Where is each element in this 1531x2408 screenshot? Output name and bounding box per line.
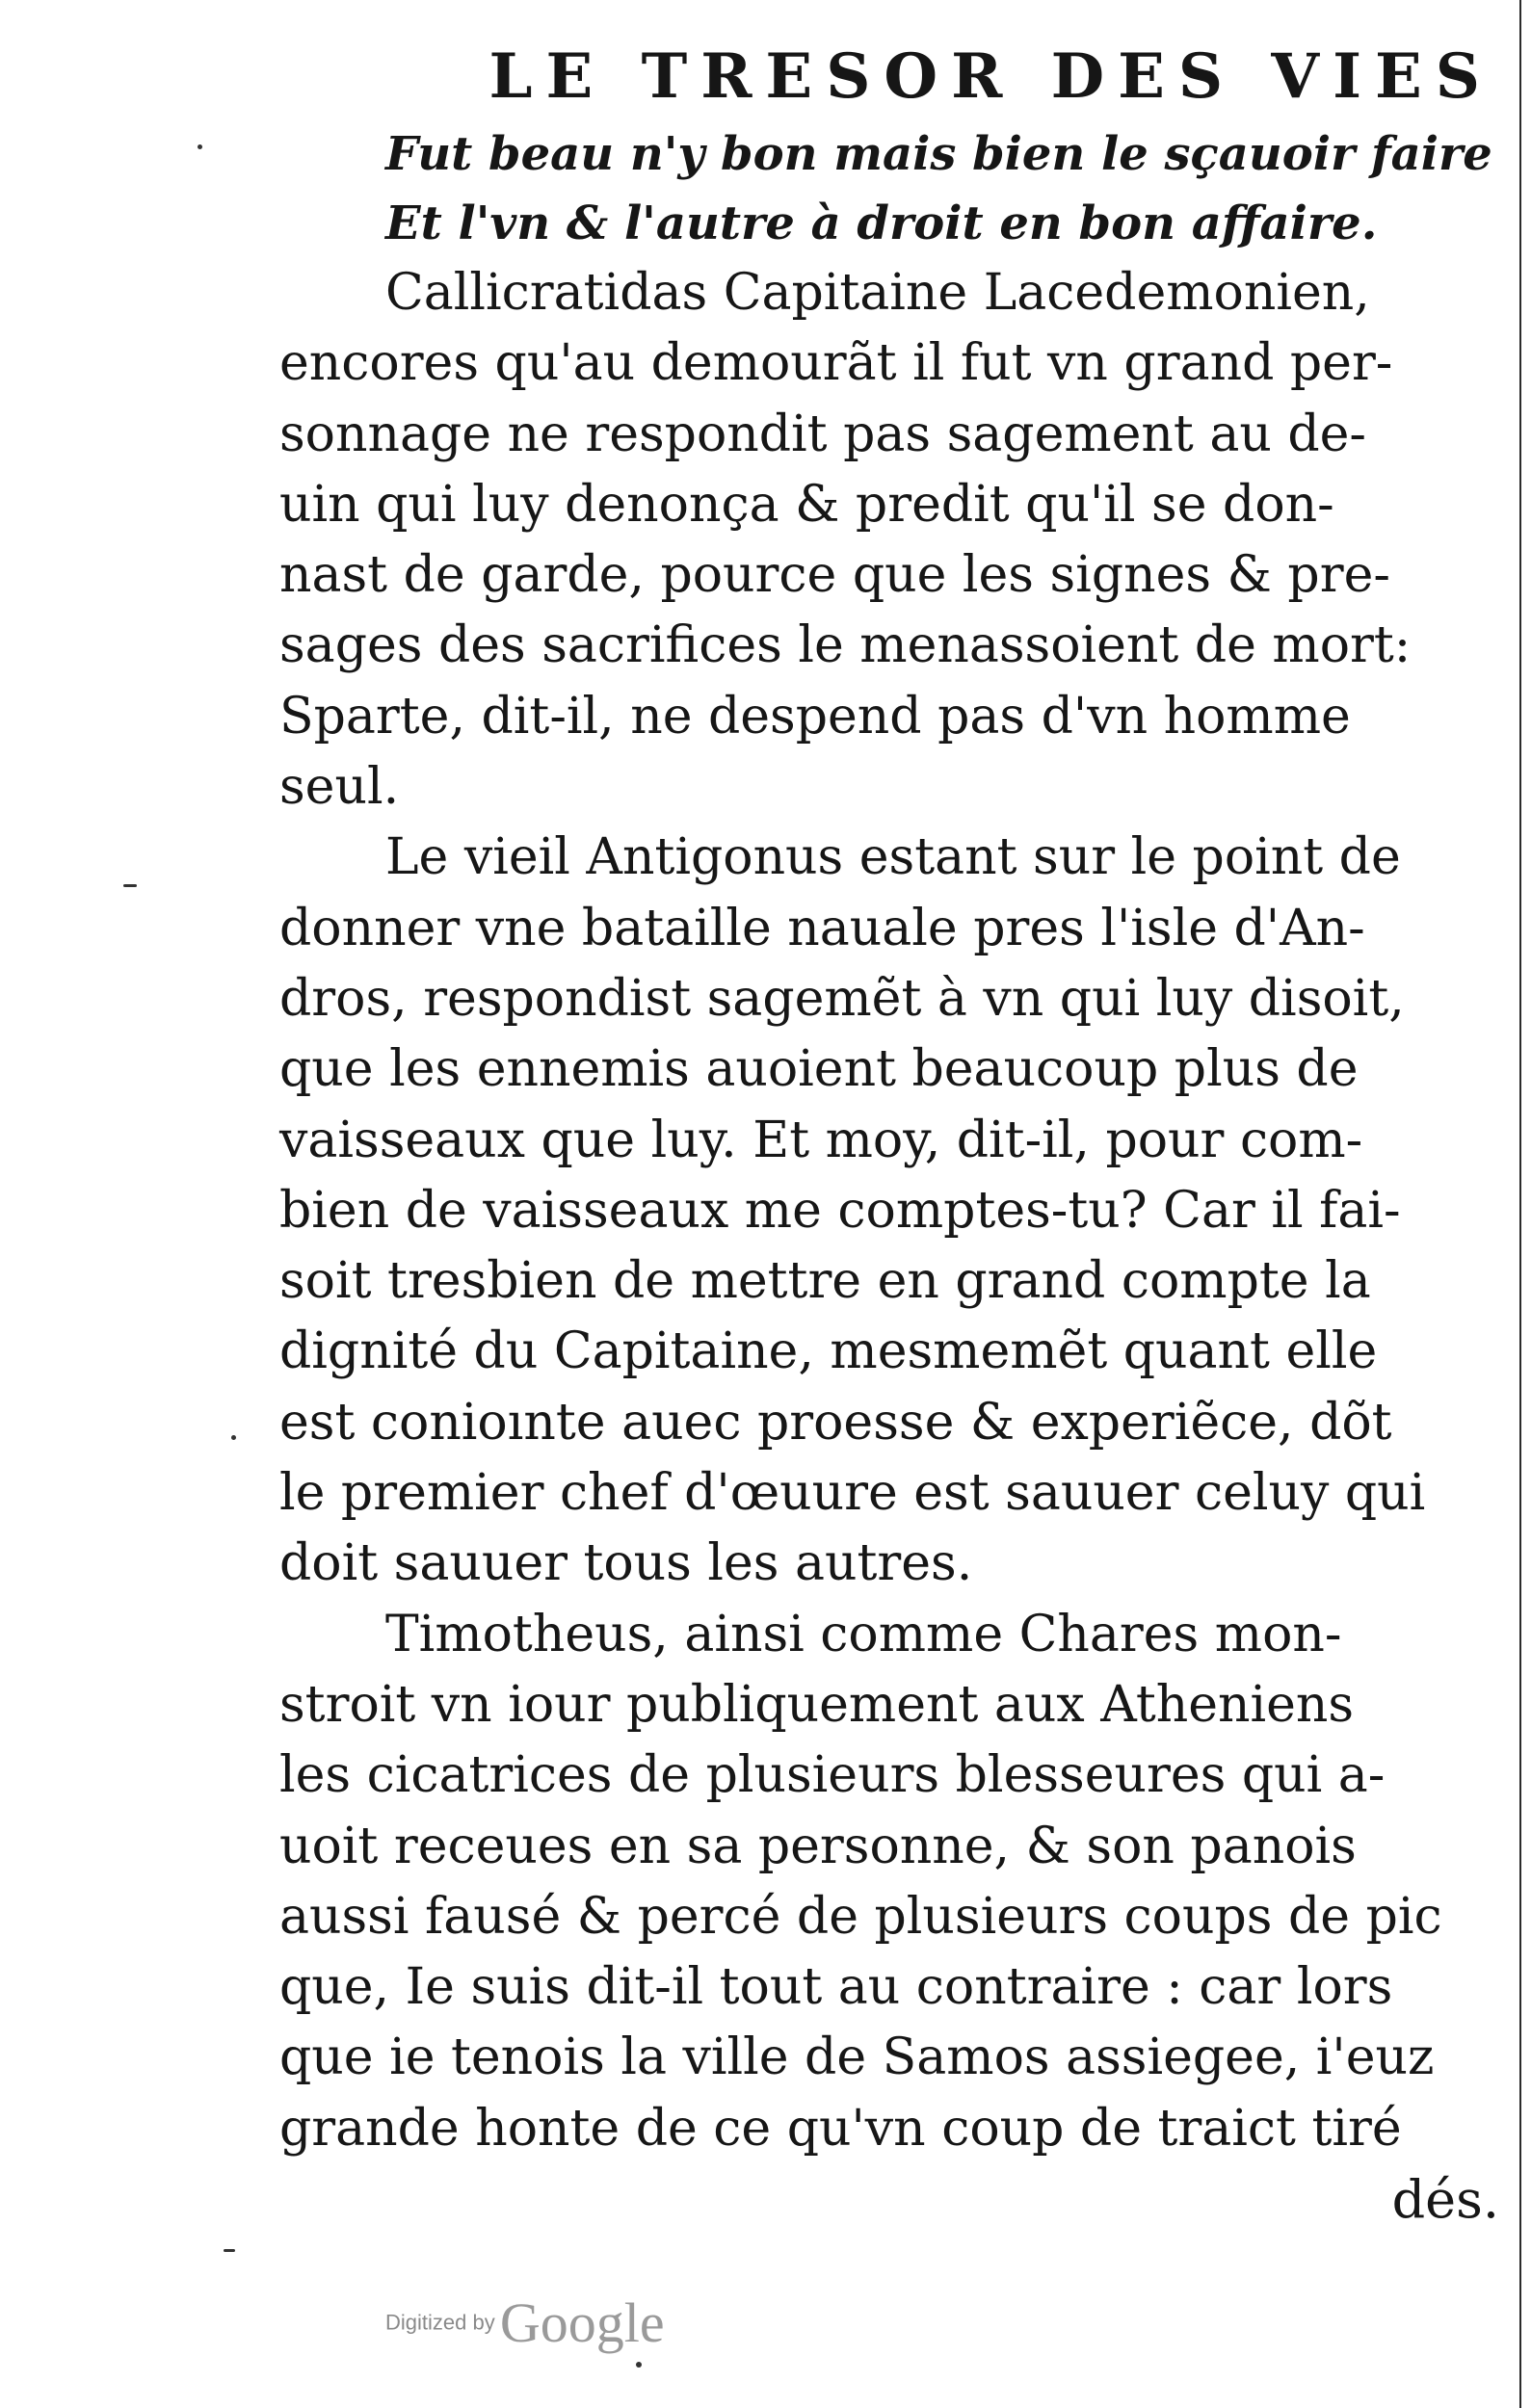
ink-speck [231, 1435, 236, 1440]
text-line: dros, respondist sagemẽt à vn qui luy disoit, [279, 969, 1405, 1028]
text-line: sonnage ne respondit pas sagement au de- [279, 405, 1367, 463]
ink-speck [636, 2362, 642, 2368]
text-line: est conioınte auec proesse & experiẽce, dõt [279, 1393, 1392, 1452]
text-line: doit sauuer tous les autres. [279, 1534, 973, 1593]
text-line: uin qui luy denonça & predit qu'il se don- [279, 475, 1334, 534]
text-line: Timotheus, ainsi comme Chares mon- [385, 1605, 1342, 1663]
text-line: que les ennemis auoient beaucoup plus de [279, 1040, 1359, 1099]
page-edge [1519, 0, 1521, 2408]
paragraph-timotheus [279, 1600, 1503, 2164]
text-line: stroit vn iour publiquement aux Atheniens [279, 1675, 1355, 1734]
text-line: uoit receues en sa personne, & son panois [279, 1817, 1357, 1875]
text-line: que ie tenois la ville de Samos assiegee, i'euz [279, 2028, 1435, 2087]
text-line: donner vne bataille nauale pres l'isle d'An- [279, 899, 1365, 957]
text-line: grande honte de ce qu'vn coup de traict tiré [279, 2099, 1402, 2158]
ink-speck [198, 144, 202, 149]
text-line: Sparte, dit-il, ne despend pas d'vn homme [279, 687, 1351, 746]
ink-speck [123, 884, 137, 887]
running-head: LE TRESOR DES VIES [488, 40, 1493, 113]
text-line: sages des sacrifices le menassoient de mort: [279, 616, 1412, 675]
watermark-brand: Google [499, 2291, 665, 2354]
watermark-prefix: Digitized by [385, 2310, 495, 2335]
paragraph-antigonus [279, 823, 1503, 1599]
text-line: les cicatrices de plusieurs blesseures qui a- [279, 1746, 1386, 1805]
text-line: nast de garde, pource que les signes & pre- [279, 546, 1390, 605]
ink-speck [224, 2249, 235, 2252]
text-line: soit tresbien de mettre en grand compte la [279, 1252, 1371, 1311]
text-line: Le vieil Antigonus estant sur le point de [385, 828, 1401, 887]
digitization-watermark [385, 2290, 665, 2355]
paragraph-callicratidas [279, 258, 1503, 823]
catchword: dés. [1391, 2169, 1499, 2231]
text-line: seul. [279, 758, 400, 817]
text-line: aussi fausé & percé de plusieurs coups de pic [279, 1887, 1442, 1946]
text-line: vaisseaux que luy. Et moy, dit-il, pour com- [279, 1111, 1363, 1169]
text-line: le premier chef d'œuure est sauuer celuy qui [279, 1464, 1426, 1523]
verse-line: Fut beau n'y bon mais bien le sçauoir faire [385, 127, 1492, 181]
book-page [279, 39, 1503, 2236]
text-line: que, Ie suis dit-il tout au contraire : car lors [279, 1958, 1393, 2017]
text-line: encores qu'au demourãt il fut vn grand per- [279, 334, 1393, 393]
text-line: Callicratidas Capitaine Lacedemonien, [385, 264, 1370, 322]
text-line: dignité du Capitaine, mesmemẽt quant elle [279, 1322, 1378, 1381]
verse-line: Et l'vn & l'autre à droit en bon affaire. [385, 196, 1378, 250]
text-line: bien de vaisseaux me comptes-tu? Car il fai- [279, 1181, 1401, 1240]
